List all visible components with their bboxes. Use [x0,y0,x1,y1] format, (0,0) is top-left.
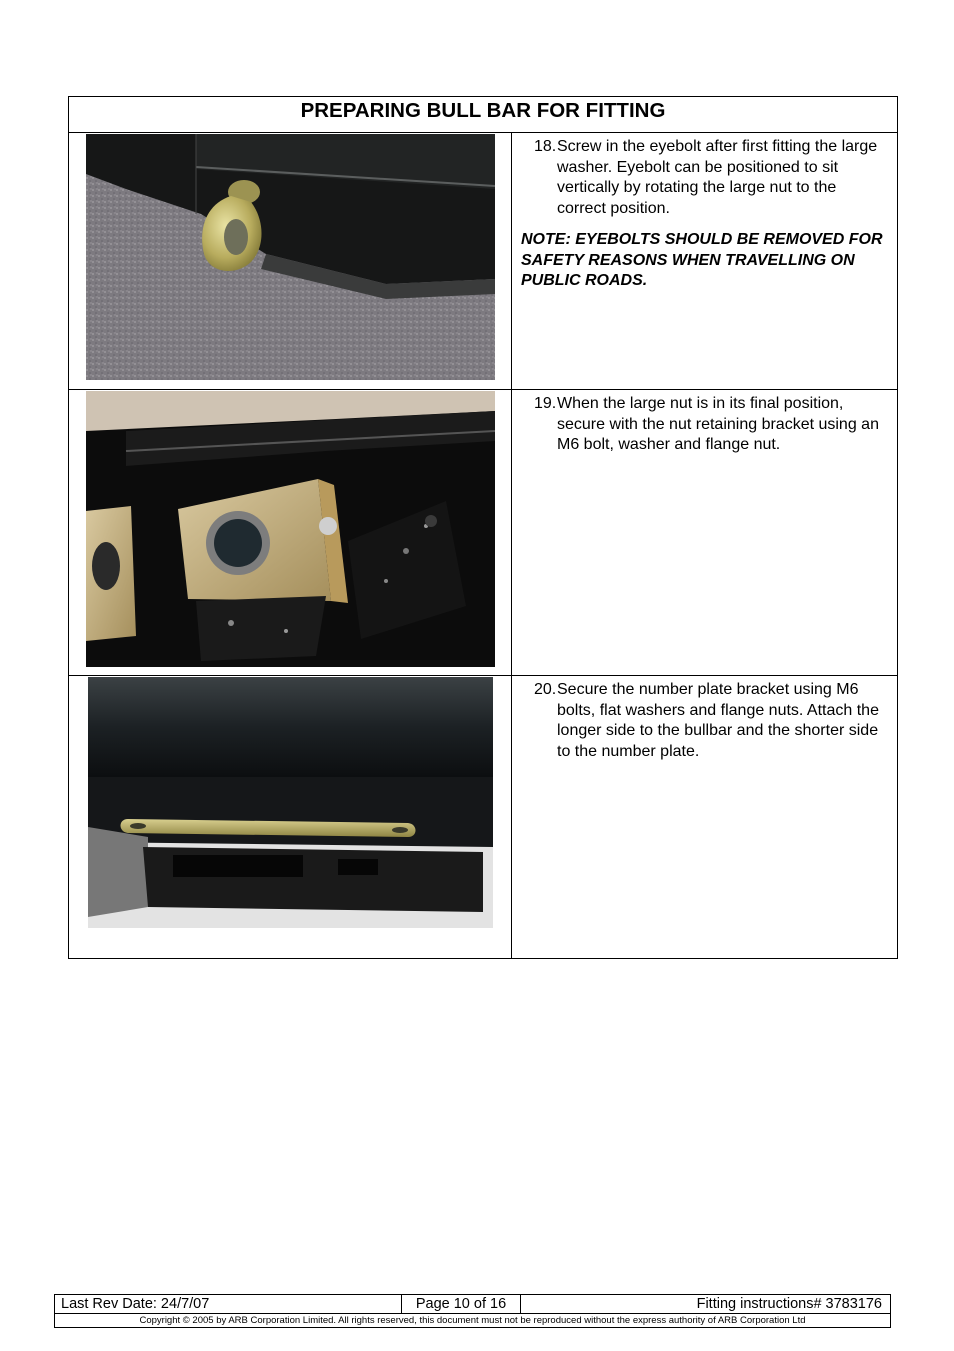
step-text: Screw in the eyebolt after first fitting the large washer. Eyebolt can be positioned to sit vertically by rotating the large nut to the correct position. [557,138,878,217]
step-row-20 [69,676,897,958]
step-number: 19. [534,395,557,412]
step-text: Secure the number plate bracket using M6 bolts, flat washers and flange nuts. Attach the longer side to the bullbar and the shorter side to the number plate. [557,681,879,760]
copyright-notice: Copyright © 2005 by ARB Corporation Limited. All rights reserved, this document must not be reproduced without the express authority of ARB Corporation Ltd [139,1315,806,1326]
step-20 [521,680,889,762]
step-row-18 [69,133,897,390]
step-19 [521,394,889,456]
step-number: 18. [534,138,557,155]
eyebolt-photo [86,134,495,380]
step-20-image-cell [69,676,512,958]
page-number: Page 10 of 16 [401,1295,521,1313]
step-18-image-cell [69,133,512,389]
step-19-text-cell [512,390,897,675]
number-plate-bracket-photo [88,677,493,928]
step-18 [521,137,889,219]
footer-info-row [55,1295,890,1314]
fitting-instructions-number: Fitting instructions# 3783176 [696,1296,882,1312]
safety-note: NOTE: EYEBOLTS SHOULD BE REMOVED FOR SAFETY REASONS WHEN TRAVELLING ON PUBLIC ROADS. [521,231,883,289]
step-18-text-cell [512,133,897,389]
step-text: When the large nut is in its final position, secure with the nut retaining bracket using an M6 bolt, washer and flange nut. [557,395,879,453]
step-19-image-cell [69,390,512,675]
instructions-table [68,96,898,959]
last-rev-date: Last Rev Date: 24/7/07 [61,1296,210,1312]
page-footer [54,1294,891,1328]
section-title: PREPARING BULL BAR FOR FITTING [69,97,897,133]
step-20-text-cell [512,676,897,958]
nut-retaining-bracket-photo [86,391,495,667]
step-number: 20. [534,681,557,698]
step-row-19 [69,390,897,676]
